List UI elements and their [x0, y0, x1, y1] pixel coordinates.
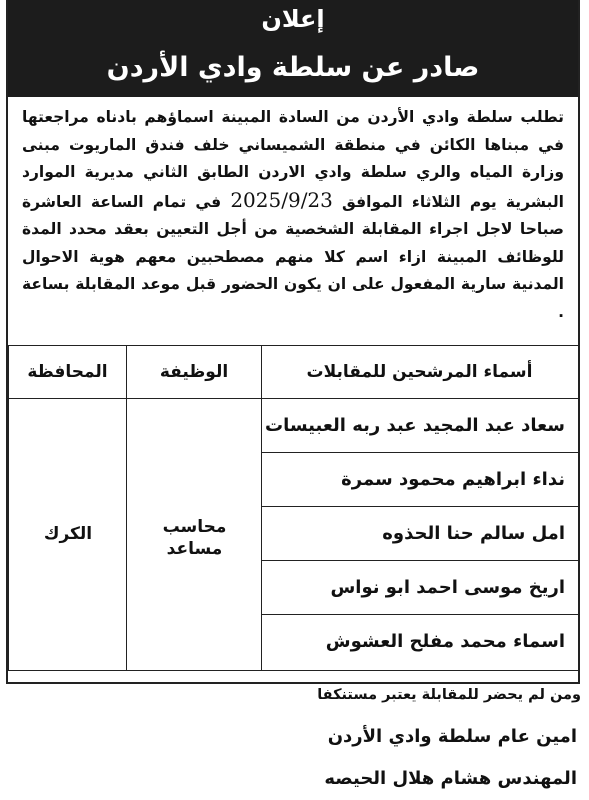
job-title-line2: مساعد — [166, 539, 223, 559]
signatory-title: امين عام سلطة وادي الأردن — [327, 726, 577, 747]
table-row: سعاد عبد المجيد عبد ربه العبيسات — [265, 415, 565, 436]
interview-date: 2025/9/23 — [230, 187, 333, 212]
table-row: امل سالم حنا الحذوه — [382, 523, 565, 544]
absence-note: ومن لم يحضر للمقابلة يعتبر مستنكفا — [317, 687, 581, 703]
announcement-title: إعلان — [261, 5, 325, 33]
header-candidate-names: أسماء المرشحين للمقابلات — [306, 362, 533, 382]
announcement-subtitle: صادر عن سلطة وادي الأردن — [106, 52, 480, 83]
table-row: اسماء محمد مفلح العشوش — [325, 631, 565, 652]
job-title-line1: محاسب — [162, 517, 227, 537]
signatory-name: المهندس هشام هلال الحيصه — [324, 768, 577, 789]
table-row: نداء ابراهيم محمود سمرة — [341, 469, 565, 490]
header-job: الوظيفة — [159, 362, 229, 382]
governorate-cell: الكرك — [43, 524, 93, 544]
body-text-before-date: تطلب سلطة وادي الأردن من السادة المبينة اسماؤهم بادناه مراجعتها في مبناها الكائن في منطقة الشميساني خلف فندق الماريوت مبنى وزارة المياه والري سلطة وادي الاردن الطابق الثاني مديرية الموارد البشرية يوم الثلاثاء الموافق — [22, 108, 564, 211]
announcement-header — [8, 0, 578, 97]
candidates-table — [8, 345, 580, 671]
table-row: اريخ موسى احمد ابو نواس — [330, 577, 565, 598]
body-text-after-date: في تمام الساعة العاشرة صباحا لاجل اجراء المقابلة الشخصية من أجل التعيين بعقد محدد المدة للوظائف المبينة ازاء اسم كلا منهم مصطحبين معهم هوية الاحوال المدنية سارية المفعول على ان يكون الحضور قبل موعد المقابلة بساعة . — [22, 192, 564, 321]
job-cell — [127, 516, 262, 560]
header-governorate: المحافظة — [27, 362, 108, 382]
announcement-body — [22, 104, 564, 326]
